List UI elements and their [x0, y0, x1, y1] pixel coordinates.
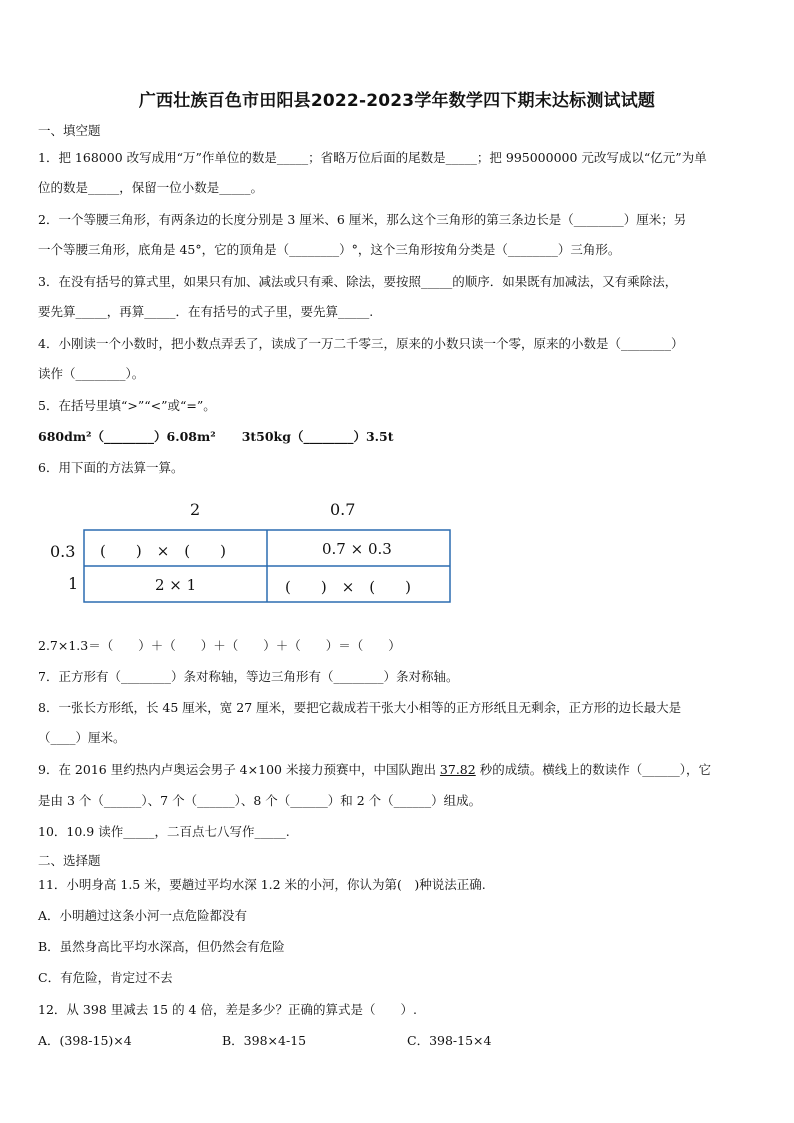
- q9-line-1-pre: 9．在 2016 里约热内卢奥运会男子 4×100 米接力预赛中，中国队跑出: [38, 762, 440, 777]
- q11-option-b: B．虽然身高比平均水深高，但仍然会有危险: [38, 939, 285, 954]
- section-heading-fill-blank: 一、填空题: [38, 123, 101, 138]
- grid-cell-2: 0.7 × 0.3: [322, 540, 392, 558]
- q6-multiplication-grid: [0, 490, 794, 610]
- q11-option-c: C．有危险，肯定过不去: [38, 970, 173, 985]
- grid-cell-3: 2 × 1: [155, 576, 197, 594]
- q5-compare-2-text: 3t50kg（________）3.5t: [241, 429, 394, 444]
- grid-top-label-1: 2: [190, 500, 201, 519]
- q9-line-1: [38, 760, 756, 778]
- grid-left-label-1: 0.3: [50, 542, 76, 561]
- q6-equation: 2.7×1.3＝（ ）＋（ ）＋（ ）＋（ ）＝（ ）: [38, 638, 401, 653]
- q1-line-2: 位的数是_____，保留一位小数是_____。: [38, 180, 264, 195]
- q12-option-a: A．(398-15)×4: [38, 1033, 132, 1048]
- q1-line-1: 1．把 168000 改写成用“万”作单位的数是_____；省略万位后面的尾数是_____；把 995000000 元改写成以“亿元”为单: [38, 150, 707, 165]
- q5-compare-1: [38, 427, 756, 445]
- q8-line-2: （____）厘米。: [38, 730, 126, 745]
- page-title: 广西壮族百色市田阳县2022-2023学年数学四下期末达标测试试题: [138, 91, 656, 111]
- q4-line-2: 读作（________）。: [38, 366, 145, 381]
- q5-stem: 5．在括号里填“>”“<”或“=”。: [38, 398, 216, 413]
- q11-stem: 11．小明身高 1.5 米，要趟过平均水深 1.2 米的小河，你认为第( )种说法正确.: [38, 877, 486, 892]
- grid-cell-1: ( ) × ( ): [100, 542, 226, 560]
- q3-line-2: 要先算_____，再算_____．在有括号的式子里，要先算_____.: [38, 304, 374, 319]
- q12-stem: 12．从 398 里减去 15 的 4 倍，差是多少？正确的算式是（ ）.: [38, 1002, 417, 1017]
- q2-line-2: 一个等腰三角形，底角是 45°，它的顶角是（________）°，这个三角形按角分类是（________）三角形。: [38, 242, 621, 257]
- q4-line-1: 4．小刚读一个小数时，把小数点弄丢了，读成了一万二千零三，原来的小数只读一个零，原来的小数是（________）: [38, 336, 684, 351]
- q8-line-1: 8．一张长方形纸，长 45 厘米，宽 27 厘米，要把它裁成若干张大小相等的正方形纸且无剩余，正方形的边长最大是: [38, 700, 682, 715]
- q12-option-b: B．398×4-15: [222, 1033, 307, 1048]
- q3-line-1: 3．在没有括号的算式里，如果只有加、减法或只有乘、除法，要按照_____的顺序．如果既有加减法，又有乘除法，: [38, 274, 678, 289]
- grid-left-label-2: 1: [68, 574, 79, 593]
- q7: 7．正方形有（________）条对称轴，等边三角形有（________）条对称轴。: [38, 669, 459, 684]
- q9-line-2: 是由 3 个（______）、7 个（______）、8 个（______）和 2 个（______）组成。: [38, 793, 482, 808]
- section-heading-choice: 二、选择题: [38, 853, 101, 868]
- q12-option-c: C．398-15×4: [407, 1033, 492, 1048]
- q9-line-1-post: 秒的成绩。横线上的数读作（______），它: [475, 762, 711, 777]
- q6-stem: 6．用下面的方法算一算。: [38, 460, 184, 475]
- q11-option-a: A．小明趟过这条小河一点危险都没有: [38, 908, 248, 923]
- grid-cell-4: ( ) × ( ): [285, 578, 411, 596]
- q2-line-1: 2．一个等腰三角形，有两条边的长度分别是 3 厘米、6 厘米，那么这个三角形的第三条边长是（________）厘米；另: [38, 212, 687, 227]
- q10: 10．10.9 读作_____，二百点七八写作_____.: [38, 824, 290, 839]
- q9-underlined-number: 37.82: [439, 762, 476, 777]
- grid-top-label-2: 0.7: [330, 500, 356, 519]
- q5-compare-1-text: 680dm²（________）6.08m²: [38, 429, 216, 444]
